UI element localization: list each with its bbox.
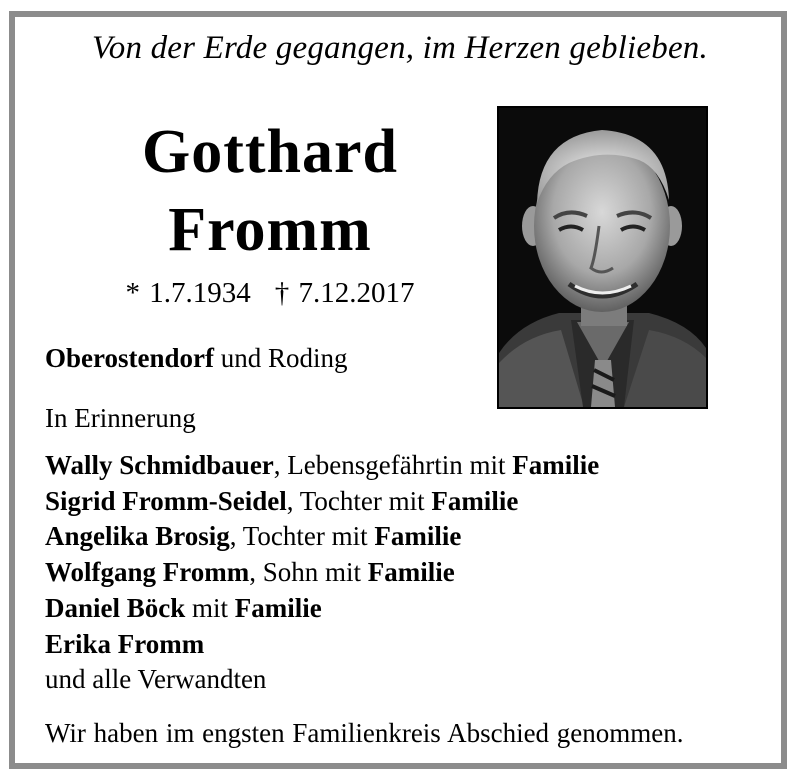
mourner-name: Wally Schmidbauer xyxy=(45,450,274,480)
mourner-name: Sigrid Fromm-Seidel xyxy=(45,485,287,516)
cross-icon: † xyxy=(274,277,290,309)
mourners-list xyxy=(45,448,599,698)
place-rest: und Roding xyxy=(214,343,348,373)
born-symbol: * xyxy=(125,277,140,309)
first-name: Gotthard xyxy=(142,118,398,186)
portrait-photo xyxy=(497,106,708,409)
mourner-relation: , Lebensgefährtin mit xyxy=(273,450,513,480)
mourner-row xyxy=(45,627,599,663)
mourner-row xyxy=(45,484,599,520)
mourner-row xyxy=(45,591,599,627)
last-name: Fromm xyxy=(168,196,372,264)
relatives-line: und alle Verwandten xyxy=(45,664,267,695)
memory-label: In Erinnerung xyxy=(45,403,196,433)
mourner-name: Erika Fromm xyxy=(45,628,205,659)
mourner-row xyxy=(45,555,599,591)
motto: Von der Erde gegangen, im Herzen geblieben. xyxy=(92,30,708,66)
mourner-family: Familie xyxy=(512,450,600,480)
mourner-name: Angelika Brosig xyxy=(45,521,230,552)
mourner-relation: , Tochter mit xyxy=(286,485,432,516)
mourner-relation: mit xyxy=(185,592,235,623)
mourner-relation: , Sohn mit xyxy=(249,557,368,588)
farewell-text: Wir haben im engsten Familienkreis Abschied genommen. xyxy=(45,718,684,748)
place-of-residence xyxy=(45,343,348,374)
mourner-row xyxy=(45,519,599,555)
mourner-relation: , Tochter mit xyxy=(229,521,375,552)
mourner-family: Familie xyxy=(374,521,462,552)
birth-date: 1.7.1934 xyxy=(149,277,251,309)
mourner-family: Familie xyxy=(234,592,322,623)
mourner-row xyxy=(45,448,599,484)
mourner-name: Daniel Böck xyxy=(45,592,186,623)
portrait-image xyxy=(499,108,706,407)
death-date: 7.12.2017 xyxy=(298,277,415,309)
life-dates xyxy=(95,277,445,310)
mourner-name: Wolfgang Fromm xyxy=(45,557,250,588)
place-main: Oberostendorf xyxy=(45,343,214,373)
mourner-family: Familie xyxy=(431,485,519,516)
mourner-family: Familie xyxy=(367,557,455,588)
